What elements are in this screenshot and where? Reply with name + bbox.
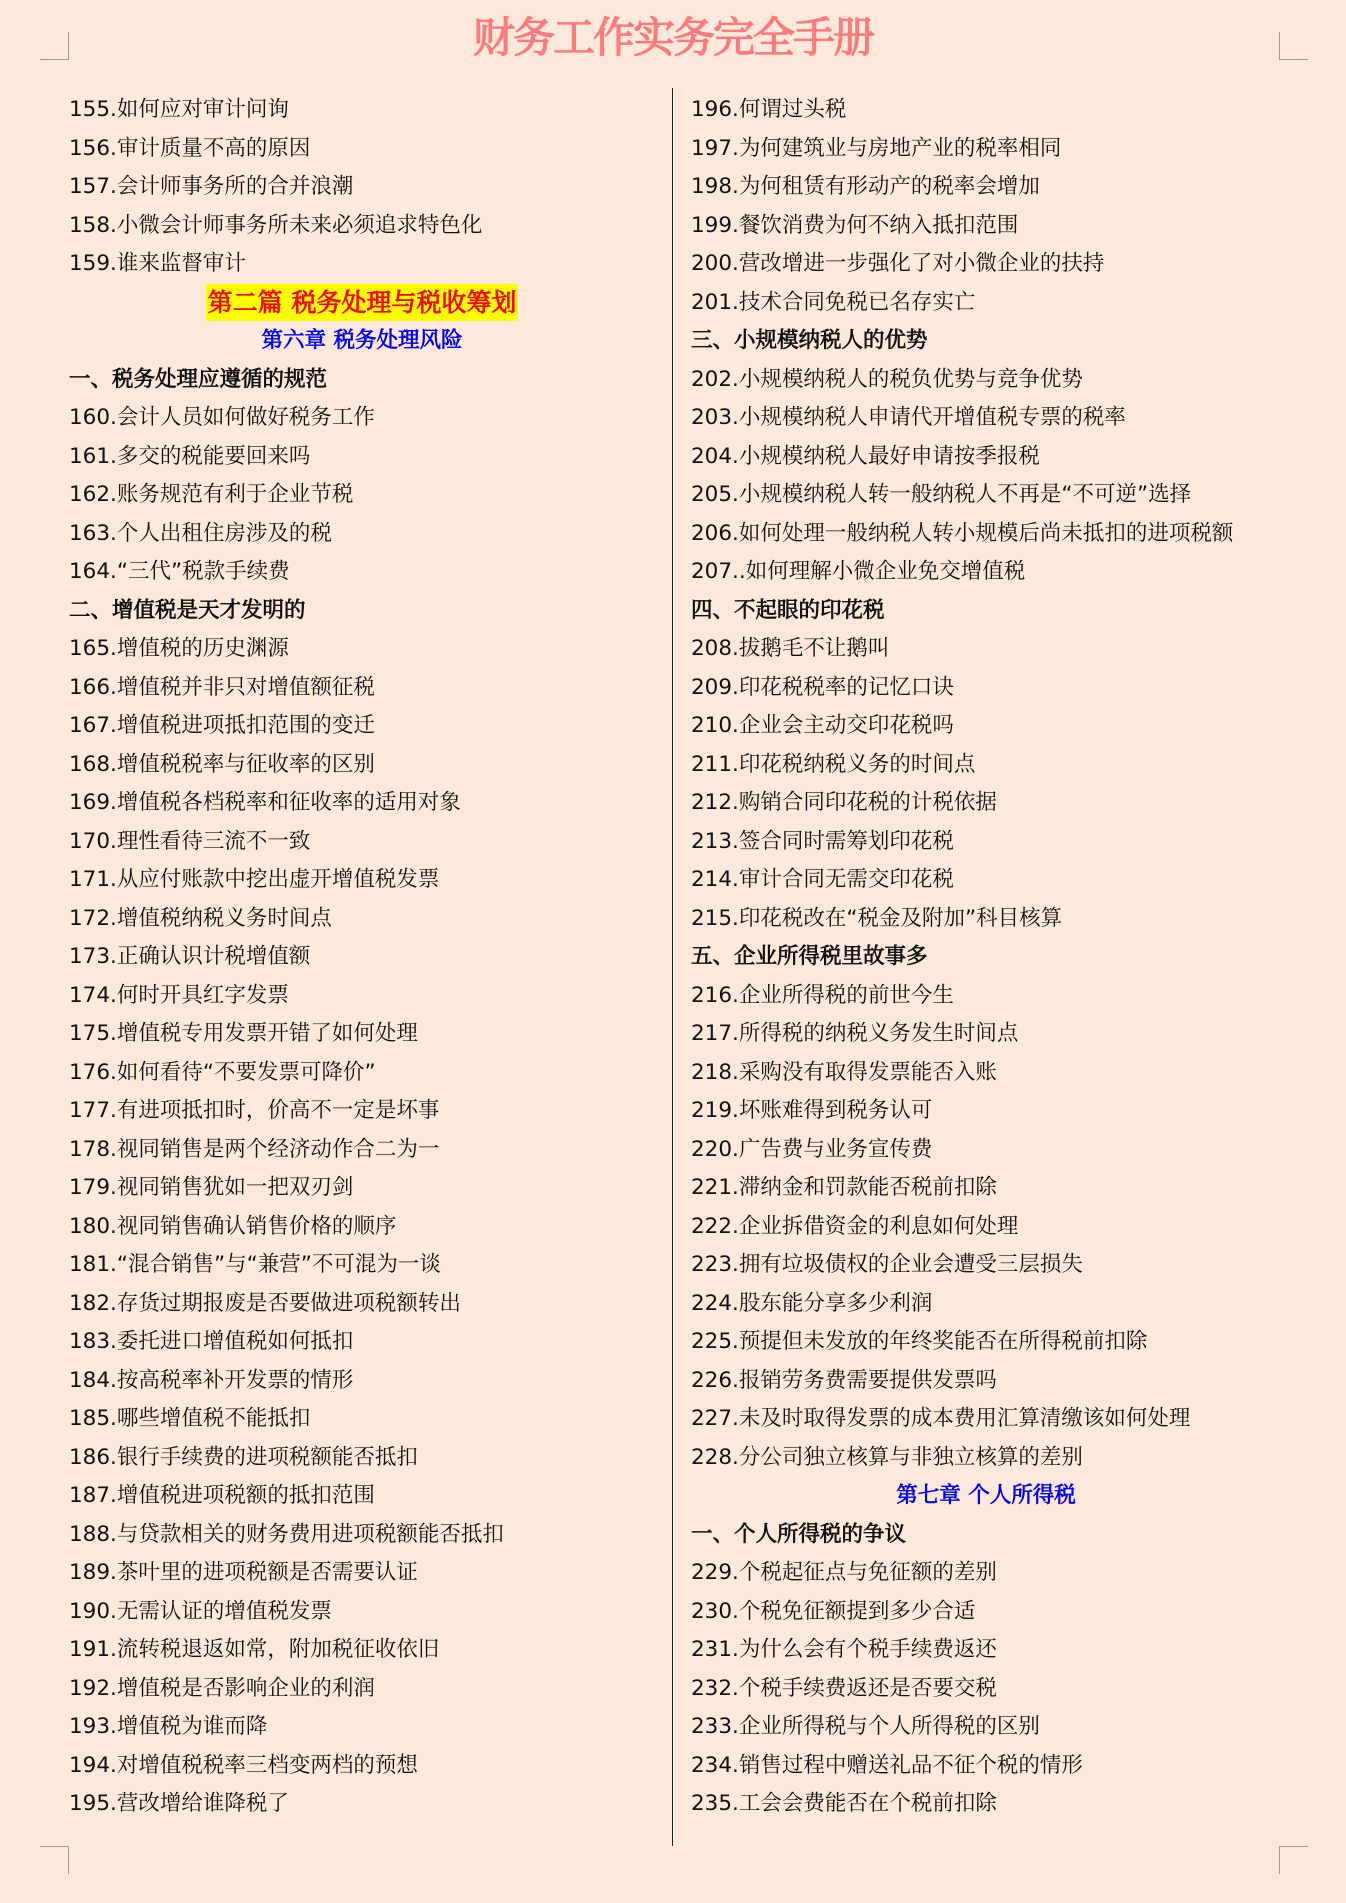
- toc-entry-text: 196.何谓过头税: [691, 97, 847, 122]
- toc-entry: [69, 1516, 655, 1555]
- toc-entry: [691, 91, 1281, 130]
- toc-entry-text: 157.会计师事务所的合并浪潮: [69, 174, 354, 199]
- toc-entry: [691, 1015, 1281, 1054]
- toc-entry-text: 200.营改增进一步强化了对小微企业的扶持: [691, 251, 1105, 276]
- toc-entry-text: 181.“混合销售”与“兼营”不可混为一谈: [69, 1252, 441, 1277]
- toc-entry-text: 225.预提但未发放的年终奖能否在所得税前扣除: [691, 1329, 1148, 1354]
- part-heading-text: 第二篇 税务处理与税收筹划: [206, 284, 519, 321]
- toc-entry-text: 198.为何租赁有形动产的税率会增加: [691, 174, 1040, 199]
- toc-entry: [691, 1054, 1281, 1093]
- toc-entry: [69, 1015, 655, 1054]
- toc-entry: [691, 1708, 1281, 1747]
- toc-entry-text: 232.个税手续费返还是否要交税: [691, 1675, 997, 1701]
- crop-mark-top-right: [1279, 32, 1308, 60]
- toc-entry: [69, 1131, 655, 1170]
- section-heading-text: 二、增值税是天才发明的: [69, 597, 306, 623]
- toc-entry: [691, 207, 1281, 246]
- toc-entry-text: 212.购销合同印花税的计税依据: [691, 790, 997, 815]
- toc-entry: [69, 630, 655, 669]
- toc-entry: [691, 1362, 1281, 1401]
- toc-entry: [691, 245, 1281, 284]
- toc-entry-text: 221.滞纳金和罚款能否税前扣除: [691, 1175, 997, 1200]
- toc-entry: [691, 438, 1281, 477]
- toc-entry: [69, 1747, 655, 1786]
- toc-entry: [691, 515, 1281, 554]
- toc-entry: [691, 399, 1281, 438]
- toc-entry-text: 166.增值税并非只对增值额征税: [69, 674, 375, 700]
- toc-entry-text: 164.“三代”税款手续费: [69, 559, 290, 584]
- toc-entry-text: 186.银行手续费的进项税额能否抵扣: [69, 1444, 418, 1470]
- toc-entry-text: 182.存货过期报废是否要做进项税额转出: [69, 1290, 461, 1316]
- section-heading: [691, 1516, 1281, 1555]
- toc-entry-text: 191.流转税退返如常，附加税征收依旧: [69, 1637, 440, 1662]
- toc-entry: [69, 515, 655, 554]
- toc-entry-text: 159.谁来监督审计: [69, 251, 246, 276]
- toc-entry-text: 202.小规模纳税人的税负优势与竞争优势: [691, 366, 1083, 392]
- left-column: [69, 91, 655, 1824]
- toc-entry-text: 162.账务规范有利于企业节税: [69, 482, 354, 507]
- toc-entry: [691, 823, 1281, 862]
- toc-entry-text: 158.小微会计师事务所未来必须追求特色化: [69, 212, 483, 238]
- toc-entry: [69, 1285, 655, 1324]
- right-column: [691, 91, 1281, 1824]
- toc-entry-text: 210.企业会主动交印花税吗: [691, 713, 954, 738]
- toc-entry: [69, 900, 655, 939]
- toc-entry-text: 168.增值税税率与征收率的区别: [69, 751, 375, 777]
- toc-entry: [69, 1054, 655, 1093]
- toc-entry: [69, 399, 655, 438]
- toc-entry: [69, 1708, 655, 1747]
- toc-entry: [691, 1439, 1281, 1478]
- toc-entry: [691, 900, 1281, 939]
- toc-entry-text: 223.拥有垃圾债权的企业会遭受三层损失: [691, 1252, 1083, 1277]
- toc-entry-text: 193.增值税为谁而降: [69, 1714, 268, 1739]
- toc-entry-text: 205.小规模纳税人转一般纳税人不再是“不可逆”选择: [691, 482, 1192, 507]
- section-heading-text: 三、小规模纳税人的优势: [691, 328, 928, 353]
- part-heading: [69, 284, 655, 323]
- toc-entry-text: 171.从应付账款中挖出虚开增值税发票: [69, 867, 440, 892]
- toc-entry: [691, 1246, 1281, 1285]
- toc-entry: [69, 1439, 655, 1478]
- toc-entry-text: 178.视同销售是两个经济动作合二为一: [69, 1136, 440, 1162]
- toc-entry-text: 167.增值税进项抵扣范围的变迁: [69, 713, 375, 738]
- toc-entry-text: 176.如何看待“不要发票可降价”: [69, 1059, 376, 1085]
- toc-entry: [691, 1131, 1281, 1170]
- toc-entry: [691, 1092, 1281, 1131]
- toc-entry: [691, 1785, 1281, 1824]
- toc-entry: [69, 207, 655, 246]
- toc-entry: [69, 1169, 655, 1208]
- toc-entry-text: 194.对增值税税率三档变两档的预想: [69, 1752, 418, 1778]
- toc-entry-text: 216.企业所得税的前世今生: [691, 982, 954, 1008]
- toc-entry: [69, 1593, 655, 1632]
- toc-entry: [69, 1670, 655, 1709]
- toc-entry: [69, 1092, 655, 1131]
- chapter-heading: [691, 1477, 1281, 1516]
- section-heading: [691, 322, 1281, 361]
- toc-entry: [69, 1785, 655, 1824]
- toc-entry-text: 234.销售过程中赠送礼品不征个税的情形: [691, 1752, 1083, 1778]
- toc-entry-text: 231.为什么会有个税手续费返还: [691, 1637, 997, 1662]
- toc-entry: [691, 861, 1281, 900]
- toc-entry-text: 195.营改增给谁降税了: [69, 1791, 289, 1816]
- toc-entry-text: 192.增值税是否影响企业的利润: [69, 1675, 375, 1701]
- toc-entry-text: 155.如何应对审计问询: [69, 97, 289, 122]
- toc-entry-text: 160.会计人员如何做好税务工作: [69, 405, 375, 430]
- toc-entry: [69, 438, 655, 477]
- toc-entry: [69, 1477, 655, 1516]
- toc-entry: [69, 861, 655, 900]
- toc-entry-text: 219.坏账难得到税务认可: [691, 1098, 933, 1123]
- toc-entry-text: 208.拔鹅毛不让鹅叫: [691, 636, 890, 661]
- toc-entry: [69, 977, 655, 1016]
- toc-entry: [691, 746, 1281, 785]
- section-heading-text: 一、个人所得税的争议: [691, 1521, 907, 1547]
- toc-entry-text: 163.个人出租住房涉及的税: [69, 520, 332, 546]
- toc-entry-text: 185.哪些增值税不能抵扣: [69, 1406, 311, 1431]
- chapter-heading-text: 第七章 个人所得税: [896, 1483, 1076, 1508]
- toc-entry: [69, 1631, 655, 1670]
- toc-entry-text: 215.印花税改在“税金及附加”科目核算: [691, 905, 1063, 931]
- toc-entry-text: 184.按高税率补开发票的情形: [69, 1367, 354, 1393]
- toc-entry-text: 211.印花税纳税义务的时间点: [691, 751, 976, 777]
- toc-entry-text: 228.分公司独立核算与非独立核算的差别: [691, 1444, 1083, 1470]
- toc-entry-text: 175.增值税专用发票开错了如何处理: [69, 1021, 418, 1046]
- toc-entry: [69, 168, 655, 207]
- toc-entry: [69, 1400, 655, 1439]
- toc-entry-text: 170.理性看待三流不一致: [69, 828, 311, 854]
- toc-entry: [691, 707, 1281, 746]
- toc-entry: [69, 823, 655, 862]
- toc-entry-text: 209.印花税税率的记忆口诀: [691, 674, 954, 700]
- toc-entry: [691, 284, 1281, 323]
- toc-entry-text: 226.报销劳务费需要提供发票吗: [691, 1367, 997, 1393]
- toc-entry: [691, 361, 1281, 400]
- chapter-heading: [69, 322, 655, 361]
- toc-entry-text: 206.如何处理一般纳税人转小规模后尚未抵扣的进项税额: [691, 520, 1234, 546]
- section-heading-text: 五、企业所得税里故事多: [691, 944, 928, 969]
- toc-entry-text: 179.视同销售犹如一把双刃剑: [69, 1175, 354, 1200]
- section-heading-text: 四、不起眼的印花税: [691, 597, 885, 623]
- toc-entry: [691, 1747, 1281, 1786]
- toc-entry-text: 180.视同销售确认销售价格的顺序: [69, 1213, 397, 1239]
- toc-entry-text: 235.工会会费能否在个税前扣除: [691, 1791, 997, 1816]
- toc-entry: [691, 130, 1281, 169]
- toc-entry: [69, 1246, 655, 1285]
- section-heading: [69, 592, 655, 631]
- toc-entry-text: 207..如何理解小微企业免交增值税: [691, 559, 1026, 584]
- toc-entry-text: 230.个税免征额提到多少合适: [691, 1598, 976, 1624]
- toc-entry: [691, 784, 1281, 823]
- toc-entry: [691, 168, 1281, 207]
- toc-entry: [69, 130, 655, 169]
- section-heading: [691, 592, 1281, 631]
- toc-entry: [691, 1400, 1281, 1439]
- toc-entry-text: 218.采购没有取得发票能否入账: [691, 1059, 997, 1085]
- toc-entry: [691, 1593, 1281, 1632]
- toc-entry-text: 165.增值税的历史渊源: [69, 636, 289, 661]
- toc-entry: [69, 1208, 655, 1247]
- toc-entry-text: 229.个税起征点与免征额的差别: [691, 1560, 997, 1585]
- toc-entry: [691, 1554, 1281, 1593]
- toc-entry: [691, 1670, 1281, 1709]
- toc-entry-text: 199.餐饮消费为何不纳入抵扣范围: [691, 212, 1019, 238]
- toc-entry-text: 220.广告费与业务宣传费: [691, 1136, 933, 1162]
- toc-entry: [691, 630, 1281, 669]
- crop-mark-top-left: [40, 32, 69, 60]
- toc-entry: [69, 669, 655, 708]
- toc-entry: [691, 1169, 1281, 1208]
- toc-entry: [691, 669, 1281, 708]
- toc-entry-text: 201.技术合同免税已名存实亡: [691, 289, 976, 315]
- toc-entry: [691, 476, 1281, 515]
- toc-entry-text: 156.审计质量不高的原因: [69, 135, 311, 161]
- toc-entry-text: 161.多交的税能要回来吗: [69, 443, 311, 469]
- toc-entry-text: 177.有进项抵扣时，价高不一定是坏事: [69, 1098, 440, 1123]
- toc-entry: [691, 1285, 1281, 1324]
- toc-entry: [69, 245, 655, 284]
- toc-entry: [691, 1323, 1281, 1362]
- toc-entry: [691, 1631, 1281, 1670]
- toc-entry-text: 189.茶叶里的进项税额是否需要认证: [69, 1560, 418, 1585]
- section-heading-text: 一、税务处理应遵循的规范: [69, 366, 328, 392]
- toc-entry-text: 197.为何建筑业与房地产业的税率相同: [691, 135, 1062, 161]
- toc-entry-text: 174.何时开具红字发票: [69, 982, 289, 1008]
- toc-entry-text: 204.小规模纳税人最好申请按季报税: [691, 443, 1040, 469]
- toc-entry-text: 203.小规模纳税人申请代开增值税专票的税率: [691, 405, 1126, 430]
- toc-entry-text: 222.企业拆借资金的利息如何处理: [691, 1213, 1019, 1239]
- crop-mark-bottom-right: [1279, 1846, 1308, 1874]
- chapter-heading-text: 第六章 税务处理风险: [261, 328, 463, 353]
- document-title: 财务工作实务完全手册: [472, 13, 873, 62]
- toc-entry-text: 169.增值税各档税率和征收率的适用对象: [69, 790, 461, 815]
- toc-entry: [69, 938, 655, 977]
- toc-entry: [691, 1208, 1281, 1247]
- crop-mark-bottom-left: [40, 1846, 69, 1874]
- section-heading: [69, 361, 655, 400]
- toc-entry-text: 217.所得税的纳税义务发生时间点: [691, 1021, 1019, 1046]
- toc-entry: [691, 553, 1281, 592]
- toc-entry: [69, 1323, 655, 1362]
- section-heading: [691, 938, 1281, 977]
- toc-entry: [69, 553, 655, 592]
- toc-entry-text: 183.委托进口增值税如何抵扣: [69, 1329, 354, 1354]
- toc-entry-text: 214.审计合同无需交印花税: [691, 867, 954, 892]
- toc-entry-text: 188.与贷款相关的财务费用进项税额能否抵扣: [69, 1521, 504, 1547]
- toc-entry: [69, 476, 655, 515]
- column-divider: [672, 88, 673, 1846]
- toc-entry: [69, 91, 655, 130]
- toc-entry: [69, 784, 655, 823]
- toc-entry: [69, 1554, 655, 1593]
- toc-entry-text: 213.签合同时需筹划印花税: [691, 828, 954, 854]
- toc-entry: [69, 746, 655, 785]
- toc-entry: [691, 977, 1281, 1016]
- toc-entry-text: 173.正确认识计税增值额: [69, 944, 311, 969]
- toc-entry-text: 187.增值税进项税额的抵扣范围: [69, 1483, 375, 1508]
- toc-entry-text: 227.未及时取得发票的成本费用汇算清缴该如何处理: [691, 1406, 1191, 1431]
- toc-entry-text: 224.股东能分享多少利润: [691, 1290, 933, 1316]
- toc-entry: [69, 1362, 655, 1401]
- toc-entry-text: 172.增值税纳税义务时间点: [69, 905, 332, 931]
- toc-entry: [69, 707, 655, 746]
- toc-entry-text: 190.无需认证的增值税发票: [69, 1598, 332, 1624]
- toc-entry-text: 233.企业所得税与个人所得税的区别: [691, 1714, 1040, 1739]
